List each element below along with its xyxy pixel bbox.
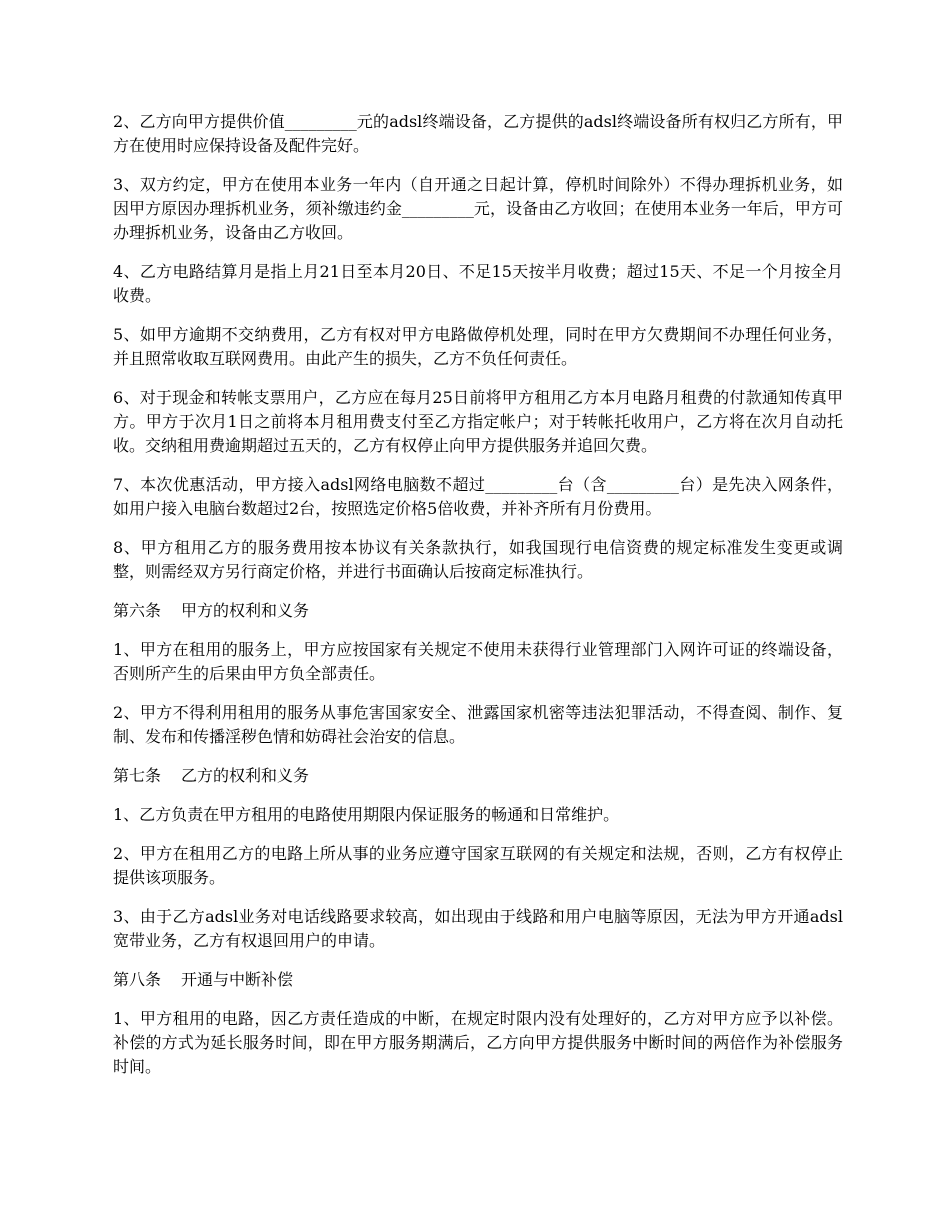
section-7-heading bbox=[113, 764, 843, 788]
section-6-heading bbox=[113, 599, 843, 623]
section-7-item-1: 1、乙方负责在甲方租用的电路使用期限内保证服务的畅通和日常维护。 bbox=[113, 805, 620, 824]
section-8-number: 第八条 bbox=[113, 970, 162, 989]
section-6-item-1: 1、甲方在租用的服务上，甲方应按国家有关规定不使用未获得行业管理部门入网许可证的终端设备，否则所产生的后果由甲方负全部责任。 bbox=[113, 640, 843, 683]
section-7-title: 乙方的权利和义务 bbox=[181, 766, 310, 785]
clause-5-item-7: 7、本次优惠活动，甲方接入adsl网络电脑数不超过_________台（含_________台）是先决入网条件，如用户接入电脑台数超过2台，按照选定价格5倍收费，并补齐所有月份费用。 bbox=[113, 475, 843, 518]
document-page bbox=[113, 110, 843, 1079]
section-6-item-2: 2、甲方不得利用租用的服务从事危害国家安全、泄露国家机密等违法犯罪活动，不得查阅、制作、复制、发布和传播淫秽色情和妨碍社会治安的信息。 bbox=[113, 703, 843, 746]
clause-5-item-4: 4、乙方电路结算月是指上月21日至本月20日、不足15天按半月收费；超过15天、不足一个月按全月收费。 bbox=[113, 262, 843, 305]
clause-5-item-5: 5、如甲方逾期不交纳费用，乙方有权对甲方电路做停机处理，同时在甲方欠费期间不办理任何业务，并且照常收取互联网费用。由此产生的损失，乙方不负任何责任。 bbox=[113, 325, 843, 368]
clause-5-item-8: 8、甲方租用乙方的服务费用按本协议有关条款执行，如我国现行电信资费的规定标准发生变更或调整，则需经双方另行商定价格，并进行书面确认后按商定标准执行。 bbox=[113, 538, 843, 581]
section-8-title: 开通与中断补偿 bbox=[181, 970, 294, 989]
section-8-item-1: 1、甲方租用的电路，因乙方责任造成的中断，在规定时限内没有处理好的，乙方对甲方应予以补偿。补偿的方式为延长服务时间，即在甲方服务期满后，乙方向甲方提供服务中断时间的两倍作为补偿服务时间。 bbox=[113, 1009, 843, 1076]
section-6-number: 第六条 bbox=[113, 601, 162, 620]
clause-5-item-2: 2、乙方向甲方提供价值_________元的adsl终端设备，乙方提供的adsl终端设备所有权归乙方所有，甲方在使用时应保持设备及配件完好。 bbox=[113, 112, 843, 155]
clause-5-item-3: 3、双方约定，甲方在使用本业务一年内（自开通之日起计算，停机时间除外）不得办理拆机业务，如因甲方原因办理拆机业务，须补缴违约金_________元，设备由乙方收回；在使用本业务一年后，甲方可办理拆机业务，设备由乙方收回。 bbox=[113, 175, 843, 242]
clause-5-item-6: 6、对于现金和转帐支票用户，乙方应在每月25日前将甲方租用乙方本月电路月租费的付款通知传真甲方。甲方于次月1日之前将本月租用费支付至乙方指定帐户；对于转帐托收用户，乙方将在次月自动托收。交纳租用费逾期超过五天的，乙方有权停止向甲方提供服务并追回欠费。 bbox=[113, 388, 843, 455]
section-6-title: 甲方的权利和义务 bbox=[181, 601, 310, 620]
section-7-item-2: 2、甲方在租用乙方的电路上所从事的业务应遵守国家互联网的有关规定和法规，否则，乙方有权停止提供该项服务。 bbox=[113, 844, 843, 887]
section-7-item-3: 3、由于乙方adsl业务对电话线路要求较高，如出现由于线路和用户电脑等原因，无法为甲方开通adsl宽带业务，乙方有权退回用户的申请。 bbox=[113, 907, 843, 950]
section-8-heading bbox=[113, 968, 843, 992]
section-7-number: 第七条 bbox=[113, 766, 162, 785]
